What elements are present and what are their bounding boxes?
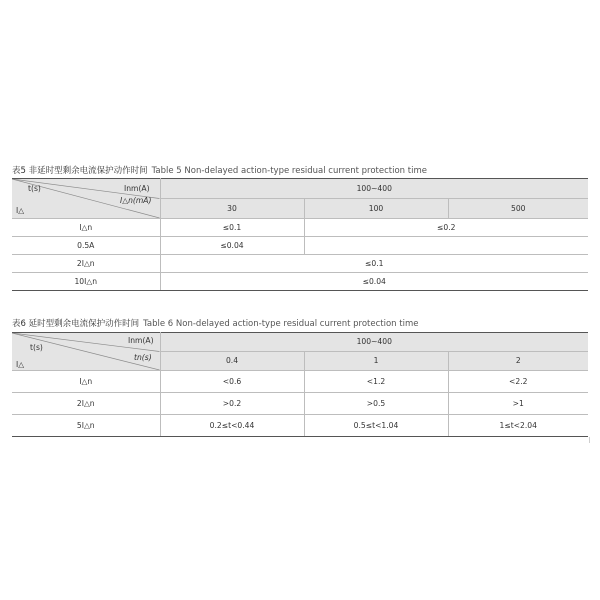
table5-row-label: I△n (12, 219, 160, 237)
table5-cell (304, 237, 588, 255)
table5-cell: ≤0.1 (160, 219, 304, 237)
table6-col-1: 1 (304, 352, 448, 371)
table5-idn-label: I△n(mA) (120, 196, 152, 205)
table6-row-label: 2I△n (12, 393, 160, 415)
table5-col-30: 30 (160, 199, 304, 219)
table5-t-label: t(s) (28, 184, 41, 193)
table6-cell: >0.5 (304, 393, 448, 415)
table5-cell: ≤0.2 (304, 219, 588, 237)
table-row (12, 371, 588, 393)
table-row (12, 237, 588, 255)
table6-i-label: I△ (16, 360, 25, 369)
table6-cell: 1≤t<2.04 (448, 415, 588, 437)
table5-diagonal-header (12, 179, 160, 219)
table6-col-0-4: 0.4 (160, 352, 304, 371)
table6-inm-label: Inm(A) (128, 336, 154, 345)
table-row (12, 393, 588, 415)
table6-row-label: 5I△n (12, 415, 160, 437)
table5-row-label: 2I△n (12, 255, 160, 273)
table-row (12, 273, 588, 291)
table5-caption-cn: 表5 非延时型剩余电流保护动作时间 (12, 166, 148, 176)
table6-cell: 0.2≤t<0.44 (160, 415, 304, 437)
table6-caption-cn: 表6 延时型剩余电流保护动作时间 (12, 319, 140, 329)
table6-tn-label: tn(s) (134, 353, 152, 362)
table6-cell: >0.2 (160, 393, 304, 415)
table6-diagonal-header (12, 333, 160, 371)
table5-range-header: 100~400 (160, 179, 588, 199)
table6-range-header: 100~400 (160, 333, 588, 352)
table5-inm-label: Inm(A) (124, 184, 150, 193)
table5-caption-en: Table 5 Non-delayed action-type residual current protection time (151, 166, 427, 176)
table6 (12, 332, 588, 437)
table6-t-label: t(s) (30, 343, 43, 352)
table6-cell: >1 (448, 393, 588, 415)
table6-cell: 0.5≤t<1.04 (304, 415, 448, 437)
table5-row-label: 0.5A (12, 237, 160, 255)
table6-cell: <1.2 (304, 371, 448, 393)
edge-tick-mark (589, 437, 590, 443)
table5-caption (12, 164, 427, 176)
table5-cell: ≤0.04 (160, 237, 304, 255)
table5-i-label: I△ (16, 206, 25, 215)
table6-cell: <0.6 (160, 371, 304, 393)
table-row (12, 255, 588, 273)
table5-cell: ≤0.04 (160, 273, 588, 291)
table6-header-row-1 (12, 333, 588, 352)
table5-header-row-1 (12, 179, 588, 199)
table6-row-label: I△n (12, 371, 160, 393)
table-row (12, 219, 588, 237)
table6-col-2: 2 (448, 352, 588, 371)
table5-col-500: 500 (448, 199, 588, 219)
table5-row-label: 10I△n (12, 273, 160, 291)
table6-caption (12, 317, 418, 329)
table6-cell: <2.2 (448, 371, 588, 393)
table-row (12, 415, 588, 437)
table5 (12, 178, 588, 291)
table5-col-100: 100 (304, 199, 448, 219)
table5-cell: ≤0.1 (160, 255, 588, 273)
table6-caption-en: Table 6 Non-delayed action-type residual current protection time (143, 319, 419, 329)
